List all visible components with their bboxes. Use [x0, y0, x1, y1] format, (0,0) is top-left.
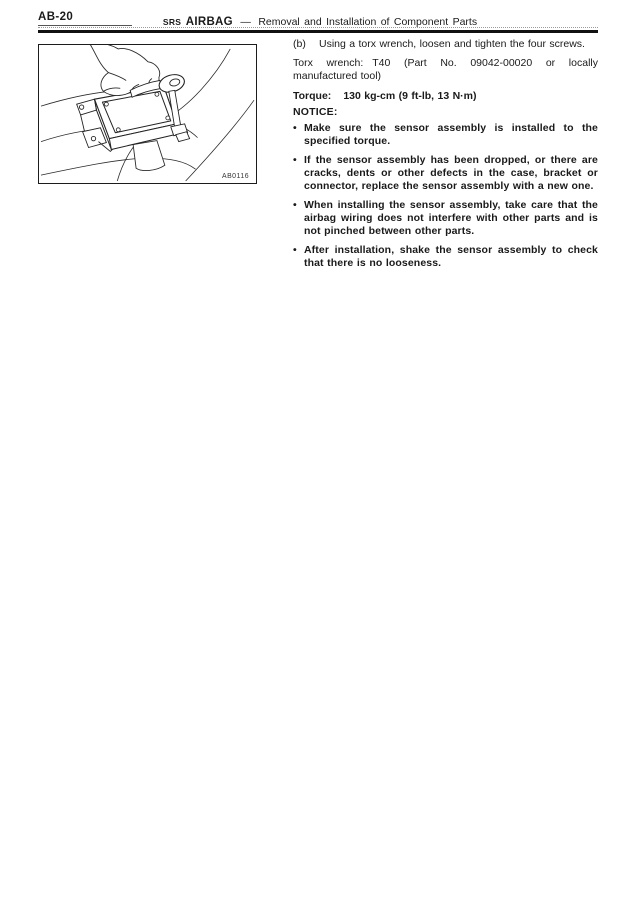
notice-item [293, 244, 598, 270]
notice-item [293, 122, 598, 148]
bullet-icon: • [293, 244, 297, 256]
notice-text: If the sensor assembly has been dropped, or there are cracks, dents or other defects in the case, bracket or connector, replace the sensor assembly with a new one. [304, 154, 598, 192]
sensor-assembly [94, 86, 178, 149]
page-number-underline [38, 25, 132, 26]
notice-item [293, 154, 598, 193]
step-b-paragraph [293, 38, 598, 51]
header-section-prefix: SRS [162, 17, 182, 27]
procedure-text-column [293, 38, 598, 276]
bullet-icon: • [293, 122, 297, 134]
figure-box [38, 44, 257, 184]
bullet-icon: • [293, 199, 297, 211]
header-title-text: Removal and Installation of Component Parts [258, 16, 478, 28]
notice-list [293, 122, 598, 270]
figure-illustration [39, 45, 256, 183]
notice-heading: NOTICE: [293, 106, 338, 118]
notice-item [293, 199, 598, 238]
torx-wrench-spec [293, 57, 598, 83]
torx-wrench-label: Torx wrench: [293, 57, 364, 69]
header-rule-thick [38, 30, 598, 33]
notice-text: After installation, shake the sensor assembly to check that there is no looseness. [304, 244, 598, 269]
header-rule-thin [38, 27, 598, 28]
header-section-name: AIRBAG [185, 16, 233, 28]
step-label: (b) [293, 38, 306, 50]
header-separator: — [240, 16, 251, 28]
torx-wrench-value: T40 (Part No. 09042-00020 or locally manufactured tool) [293, 57, 598, 82]
floor-hump [133, 141, 165, 171]
bullet-icon: • [293, 154, 297, 166]
notice-text: Make sure the sensor assembly is installed to the specified torque. [304, 122, 598, 147]
torque-spec [293, 90, 598, 103]
figure-code: AB0116 [221, 173, 250, 181]
torque-value: 130 kg-cm (9 ft-lb, 13 N·m) [343, 90, 477, 102]
notice-text: When installing the sensor assembly, take care that the airbag wiring does not interfere with other parts and is not pinched between other parts. [304, 199, 598, 237]
page-number: AB-20 [38, 11, 74, 23]
torque-label: Torque: [293, 90, 332, 102]
step-text: Using a torx wrench, loosen and tighten the four screws. [319, 38, 585, 50]
